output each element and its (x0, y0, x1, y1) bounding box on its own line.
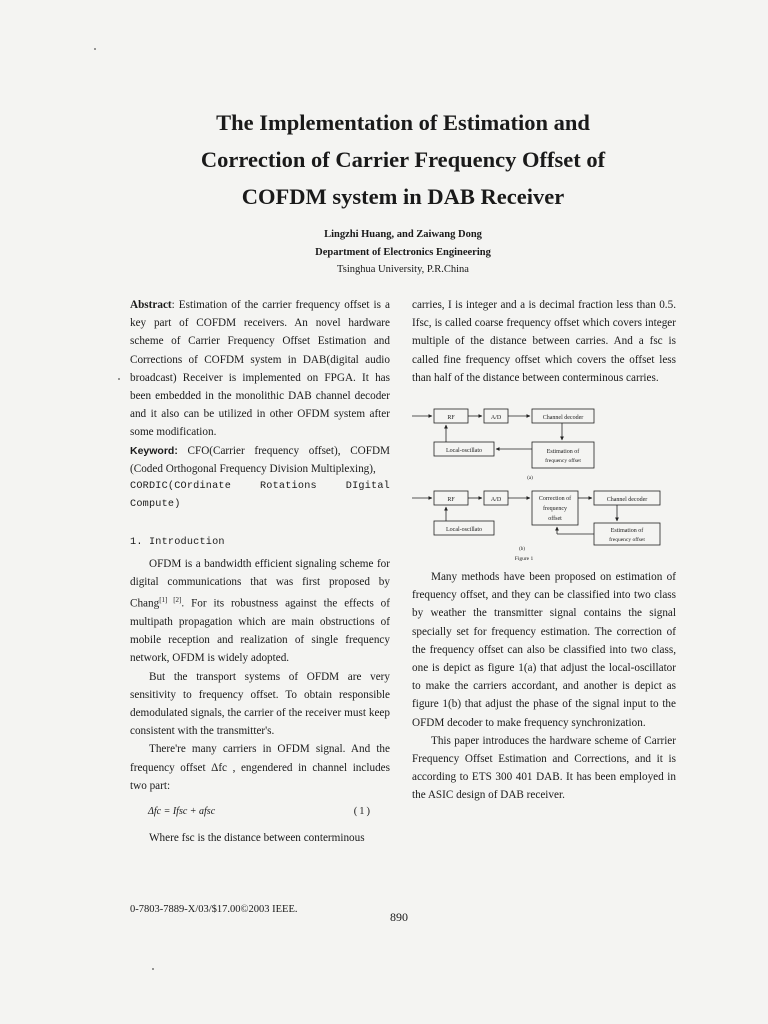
intro-paragraph-3: There're many carriers in OFDM signal. And the frequency offset Δfc , engendered in channel includes two part: (130, 743, 390, 792)
scan-speck (94, 48, 96, 50)
equation-body: Δfc = Ifsc + afsc (148, 806, 216, 818)
abstract-label: Abstract (130, 299, 172, 311)
fig-b-decoder-label: Channel decoder (606, 497, 648, 503)
title-line: The Implementation of Estimation and (216, 110, 590, 135)
intro-paragraph-4: Where fsc is the distance between conterminous (149, 832, 365, 845)
right-column (412, 296, 676, 387)
right-paragraph-2: Many methods have been proposed on estimation of frequency offset, and they can be classified into two class by weather the transmitter signal contains the signal specially set for frequency estimation. The correction of the frequency offset can also be classified into two class, one is depict as figure 1(a) that adjust the local-oscillator to make the carriers accordant, and another is depict as figure 1(b) that adjust the phase of the signal input to the OFDM decoder to make frequency synchronization. (412, 571, 676, 729)
page-number: 890 (390, 910, 408, 924)
fig-b-rf-label: RF (447, 497, 455, 503)
section-heading: 1. Introduction (130, 537, 225, 549)
keywords (130, 442, 390, 478)
fig-b-corr-label-2: frequency (543, 506, 567, 512)
fig-a-caption: (a) (527, 476, 533, 481)
estimation-box-a (532, 442, 594, 468)
authors: Lingzhi Huang, and Zaiwang Dong (324, 229, 482, 240)
fig-a-decoder-label: Channel decoder (542, 415, 584, 421)
author-block (200, 226, 606, 279)
university: Tsinghua University, P.R.China (337, 264, 469, 275)
scan-speck (118, 378, 120, 380)
scan-speck (152, 968, 154, 970)
keyword-text: CFO(Carrier frequency offset), COFDM (Coded Orthogonal Frequency Division Multiplexing), (130, 444, 390, 475)
title-line: COFDM system in DAB Receiver (241, 184, 565, 209)
figure-1-block-diagram (412, 400, 676, 568)
fig-b-corr-label-1: Correction of (538, 496, 572, 502)
department: Department of Electronics Engineering (315, 246, 491, 258)
right-paragraph-3: This paper introduces the hardware scheme of Carrier Frequency Offset Estimation and Corrections, and it is according to ETS 300 401 DAB. It has been employed in the ASIC design of DAB receiver. (412, 734, 676, 802)
fig-b-ad-label: A/D (490, 497, 502, 503)
fig-a-osc-label: Local-oscillato (446, 448, 482, 454)
fig-b-caption: (b) (519, 547, 525, 552)
abstract-text: : Estimation of the carrier frequency offset is a key part of COFDM receivers. An novel hardware scheme of Carrier Frequency Offset Estimation and Corrections of COFDM system in DAB(digital audio broadcast) Receiver is implemented on FPGA. It has been embedded in the monolithic DAB channel decoder and it also can be utilized in other OFDM system after some modification. (130, 299, 390, 439)
title-line: Correction of Carrier Frequency Offset of (200, 147, 606, 172)
right-paragraph-1: carries, I is integer and a is decimal fraction less than 0.5. Ifsc, is called coarse frequency offset which covers integer multiple of the distance between carries. And a fsc is called fine frequency offset which covers the offset less than half of the distance between conterminous carries. (412, 299, 676, 384)
fig-a-est-label-2: frequency offset (545, 458, 581, 464)
citation-refs: [1] [2] (159, 596, 182, 605)
equation-1 (130, 801, 390, 825)
intro-p1-a: OFDM is a bandwidth efficient signaling scheme for digital communications that was first proposed by Chang (130, 557, 390, 610)
fig-b-est-label-1: Estimation of (610, 528, 644, 534)
intro-p1-b: . For its robustness against the effects of multipath propagation which are main obstructions of mobile reception and realization of single frequency network, OFDM is widely adopted. (130, 597, 390, 665)
paper-title (130, 104, 676, 215)
left-column (130, 296, 390, 847)
keyword-label: Keyword: (130, 444, 178, 457)
fig-a-est-label-1: Estimation of (546, 449, 580, 455)
copyright-line: 0-7803-7889-X/03/$17.00©2003 IEEE. (130, 904, 298, 915)
abstract (130, 296, 390, 442)
equation-number: (1) (353, 806, 372, 818)
fig-a-ad-label: A/D (490, 415, 502, 421)
right-column-lower (412, 568, 676, 805)
fig-b-corr-label-3: offset (548, 516, 562, 522)
figure-caption: Figure 1 (514, 556, 534, 562)
fig-a-rf-label: RF (447, 415, 455, 421)
fig-b-est-label-2: frequency offset (609, 537, 645, 543)
cordic-line: CORDIC(COrdinate Rotations DIgital Compute) (130, 481, 390, 511)
intro-paragraph-2: But the transport systems of OFDM are very sensitivity to frequency offset. To obtain responsible demodulated signals, the carrier of the receiver must keep consistent with the transmitter's. (130, 670, 390, 738)
intro-paragraph-1 (130, 555, 390, 668)
fig-b-osc-label: Local-oscillato (446, 527, 482, 533)
